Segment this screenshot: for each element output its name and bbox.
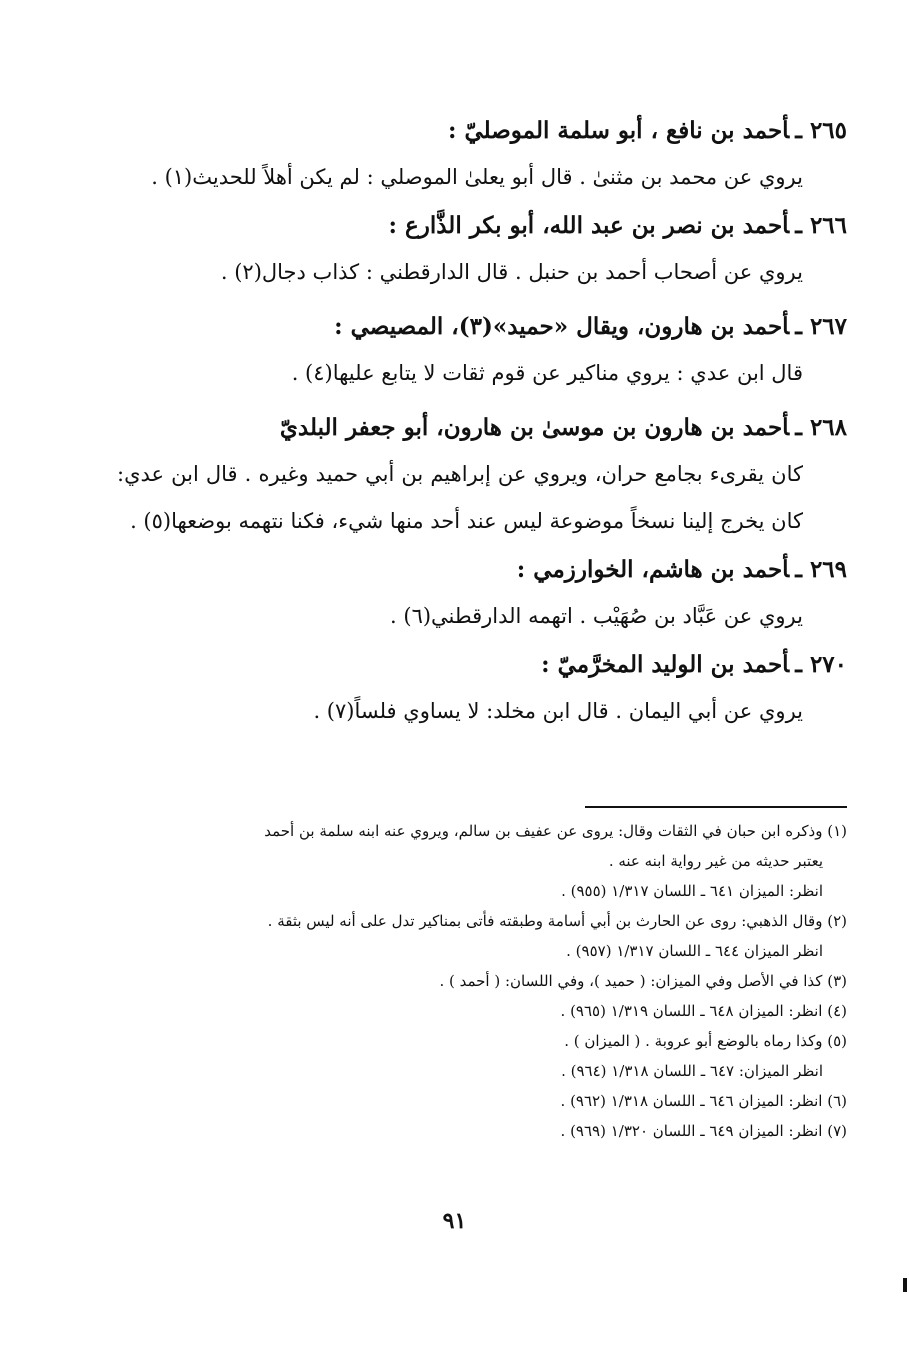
entry-text: يروي عن أصحاب أحمد بن حنبل . قال الدارقطني : كذاب دجال(٢) . — [220, 260, 803, 284]
footnote-line: انظر: الميزان ٦٤١ ـ اللسان ١/٣١٧ (٩٥٥) . — [561, 882, 823, 900]
biography-entry — [117, 304, 847, 397]
footnote-line: يعتبر حديثه من غير رواية ابنه عنه . — [608, 852, 823, 870]
footnote-line: انظر الميزان: ٦٤٧ ـ اللسان ١/٣١٨ (٩٦٤) . — [561, 1062, 823, 1080]
entry-text: يروي عن أبي اليمان . قال ابن مخلد: لا يساوي فلساً(٧) . — [313, 699, 803, 723]
footnote-line: (١) وذكره ابن حبان في الثقات وقال: يروى عن عفيف بن سالم، ويروي عنه ابنه سلمة بن أحمد — [264, 822, 847, 840]
entry-heading — [117, 304, 847, 350]
footnote-line: (٦) انظر: الميزان ٦٤٦ ـ اللسان ١/٣١٨ (٩٦٢) . — [560, 1092, 847, 1110]
entry-name: أحمد بن هاشم، الخوارزمي : — [516, 556, 790, 583]
biography-entry — [117, 108, 847, 201]
edge-mark — [903, 1278, 907, 1292]
footnote-line: انظر الميزان ٦٤٤ ـ اللسان ١/٣١٧ (٩٥٧) . — [566, 942, 823, 960]
entry-name: أحمد بن الوليد المخرَّميّ : — [541, 651, 790, 678]
footnotes-section — [117, 816, 847, 1146]
footnote-line: (٧) انظر: الميزان ٦٤٩ ـ اللسان ١/٣٢٠ (٩٦٩) . — [560, 1122, 847, 1140]
footnote-separator — [585, 806, 847, 808]
entry-text: يروي عن محمد بن مثنىٰ . قال أبو يعلىٰ الموصلي : لم يكن أهلاً للحديث(١) . — [151, 165, 803, 189]
entry-number: ٢٦٥ ـ — [795, 117, 847, 144]
entry-number: ٢٦٧ ـ — [795, 313, 847, 340]
entry-name: أحمد بن هارون بن موسىٰ بن هارون، أبو جعفر البلديّ — [279, 414, 790, 441]
biography-entry — [117, 405, 847, 545]
entry-text: كان يقرىء بجامع حران، ويروي عن إبراهيم بن أبي حميد وغيره . قال ابن عدي: كان يخرج إلينا نسخاً موضوعة ليس عند أحد منها شيء، فكنا نتهمه بوضعها(٥) . — [117, 462, 803, 533]
entry-number: ٢٧٠ ـ — [795, 651, 847, 678]
entry-heading — [117, 547, 847, 593]
entry-name: أحمد بن نافع ، أبو سلمة الموصليّ : — [447, 117, 790, 144]
entry-heading — [117, 405, 847, 451]
footnote-line: (٥) وكذا رماه بالوضع أبو عروبة . ( الميزان ) . — [564, 1032, 847, 1050]
entry-number: ٢٦٦ ـ — [795, 212, 847, 239]
entry-heading — [117, 108, 847, 154]
entry-number: ٢٦٩ ـ — [795, 556, 847, 583]
footnote-line: (٢) وقال الذهبي: روى عن الحارث بن أبي أسامة وطبقته فأتى بمناكير تدل على أنه ليس بثقة . — [267, 912, 847, 930]
entry-text: يروي عن عَبَّاد بن صُهَيْب . اتهمه الدارقطني(٦) . — [390, 604, 803, 628]
entry-name: أحمد بن نصر بن عبد الله، أبو بكر الذَّارع : — [388, 212, 790, 239]
biography-entry — [117, 547, 847, 640]
entry-heading — [117, 642, 847, 688]
entry-number: ٢٦٨ ـ — [795, 414, 847, 441]
entry-heading — [117, 203, 847, 249]
entry-name: أحمد بن هارون، ويقال «حميد»(٣)، المصيصي : — [334, 313, 790, 340]
footnote-line: (٣) كذا في الأصل وفي الميزان: ( حميد )، وفي اللسان: ( أحمد ) . — [439, 972, 847, 990]
page-number: ٩١ — [442, 1208, 467, 1234]
biography-entry — [117, 642, 847, 735]
footnote-line: (٤) انظر: الميزان ٦٤٨ ـ اللسان ١/٣١٩ (٩٦٥) . — [560, 1002, 847, 1020]
biography-entry — [117, 203, 847, 296]
entry-text: قال ابن عدي : يروي مناكير عن قوم ثقات لا يتابع عليها(٤) . — [291, 361, 803, 385]
entries-list — [117, 108, 847, 737]
